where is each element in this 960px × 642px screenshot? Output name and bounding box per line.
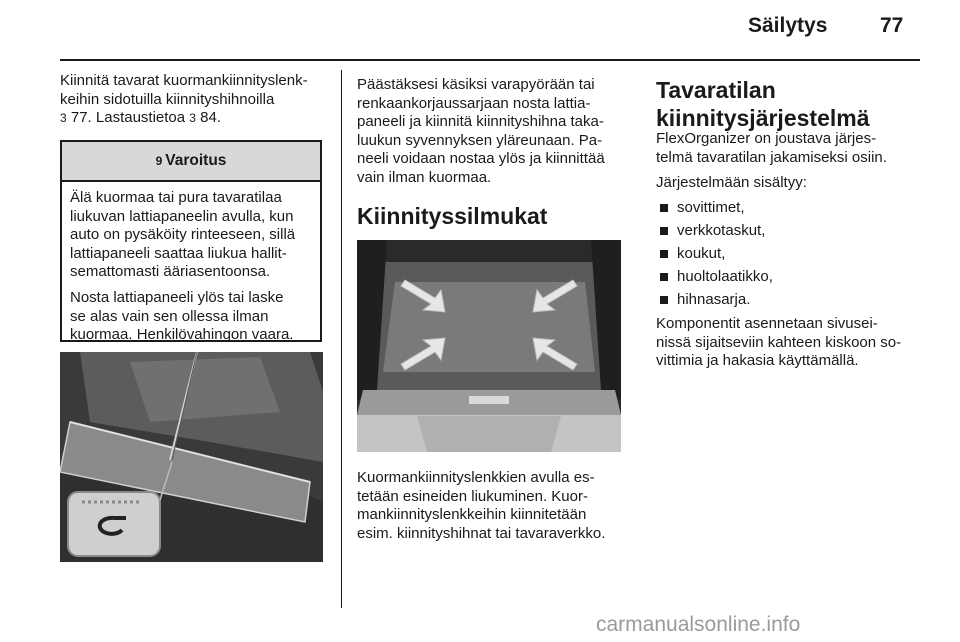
middle-intro-text (357, 76, 627, 188)
list-item: verkkotaskut, (660, 222, 926, 241)
left-intro-refs: 3 77. Lastaustietoa 3 84. (60, 109, 222, 127)
page-header-title: Säilytys (748, 14, 828, 37)
caption-line: esim. kiinnityshihnat tai tavaraverkko. (357, 524, 606, 542)
warning-paragraph (70, 189, 312, 282)
warning-line: se alas vain sen ollessa ilman (70, 307, 269, 325)
header-rule (60, 59, 920, 61)
contains-label: Järjestelmään sisältyy: (656, 174, 807, 191)
heading-line: Tavaratilan (656, 77, 776, 103)
warning-paragraph (70, 289, 312, 345)
middle-intro-line: neeli voidaan nostaa ylös ja kiinnittää (357, 150, 605, 168)
warning-line: semattomasti ääriasentoonsa. (70, 263, 271, 281)
page-ref-link[interactable]: 84. (200, 109, 222, 127)
right-intro-text (656, 130, 926, 167)
list-item: huoltolaatikko, (660, 268, 926, 287)
load-floor-illustration (60, 352, 323, 562)
right-outro-line: Komponentit asennetaan sivusei- (656, 315, 878, 332)
list-item: sovittimet, (660, 199, 926, 218)
trunk-anchors-photo (357, 240, 621, 452)
left-intro-line: keihin sidotuilla kiinnityshihnoilla (60, 90, 275, 108)
bullet-square-icon (660, 227, 668, 235)
warning-line: auto on pysäköity rinteeseen, sillä (70, 226, 296, 244)
right-intro-line: telmä tavaratilan jakamiseksi osiin. (656, 148, 887, 166)
warning-line: Älä kuormaa tai pura tavaratilaa (70, 189, 282, 206)
bullet-square-icon (660, 273, 668, 281)
caption-line: Kuormankiinnityslenkkien avulla es- (357, 469, 595, 486)
right-intro-line: FlexOrganizer on joustava järjes- (656, 130, 877, 147)
warning-header (62, 142, 320, 182)
section-heading (656, 76, 926, 132)
middle-intro-line: luukun syvennyksen yläreunaan. Pa- (357, 131, 603, 149)
warning-icon: 9 (155, 154, 163, 168)
bullet-square-icon (660, 296, 668, 304)
page-number: 77 (880, 14, 904, 37)
warning-line: lattiapaneeli saattaa liukua hallit- (70, 244, 287, 262)
middle-intro-line: vain ilman kuormaa. (357, 168, 492, 186)
right-outro-line: vittimia ja hakasia käyttämällä. (656, 352, 859, 370)
warning-line: kuormaa. Henkilövahingon vaara. (70, 326, 294, 344)
column-divider (341, 70, 342, 608)
warning-title: Varoitus (165, 152, 227, 169)
right-outro-text (656, 315, 926, 371)
heading-line: kiinnitysjärjestelmä (656, 105, 870, 131)
bullet-square-icon (660, 250, 668, 258)
left-intro-line: Kiinnitä tavarat kuormankiinnityslenk- (60, 72, 308, 89)
warning-body (62, 182, 320, 345)
load-floor-photo (60, 352, 323, 562)
page-ref-symbol: 3 (60, 111, 67, 126)
list-item: hihnasarja. (660, 291, 926, 310)
trunk-illustration (357, 240, 621, 452)
warning-line: liukuvan lattiapaneelin avulla, kun (70, 207, 294, 225)
page-ref-link[interactable]: 77 (70, 109, 88, 127)
photo-caption (357, 469, 627, 543)
page-ref-text: Lastaustietoa (95, 109, 186, 127)
bullet-square-icon (660, 204, 668, 212)
warning-line: Nosta lattiapaneeli ylös tai laske (70, 288, 284, 306)
middle-intro-line: paneeli ja kiinnitä kiinnityshihna taka- (357, 113, 604, 131)
site-watermark: carmanualsonline.info (596, 613, 801, 636)
caption-line: mankiinnityslenkkeihin kiinnitetään (357, 506, 587, 524)
components-list (660, 199, 926, 314)
page-ref-symbol: 3 (189, 111, 196, 126)
warning-box (60, 140, 322, 342)
middle-intro-line: renkaankorjaussarjaan nosta lattia- (357, 94, 591, 112)
left-intro-text (60, 72, 328, 128)
right-outro-line: nissä sijaitseviin kahteen kiskoon so- (656, 333, 902, 351)
list-item: koukut, (660, 245, 926, 264)
section-heading: Kiinnityssilmukat (357, 203, 548, 229)
caption-line: tetään esineiden liukuminen. Kuor- (357, 487, 588, 505)
middle-intro-line: Päästäksesi käsiksi varapyörään tai (357, 76, 595, 93)
